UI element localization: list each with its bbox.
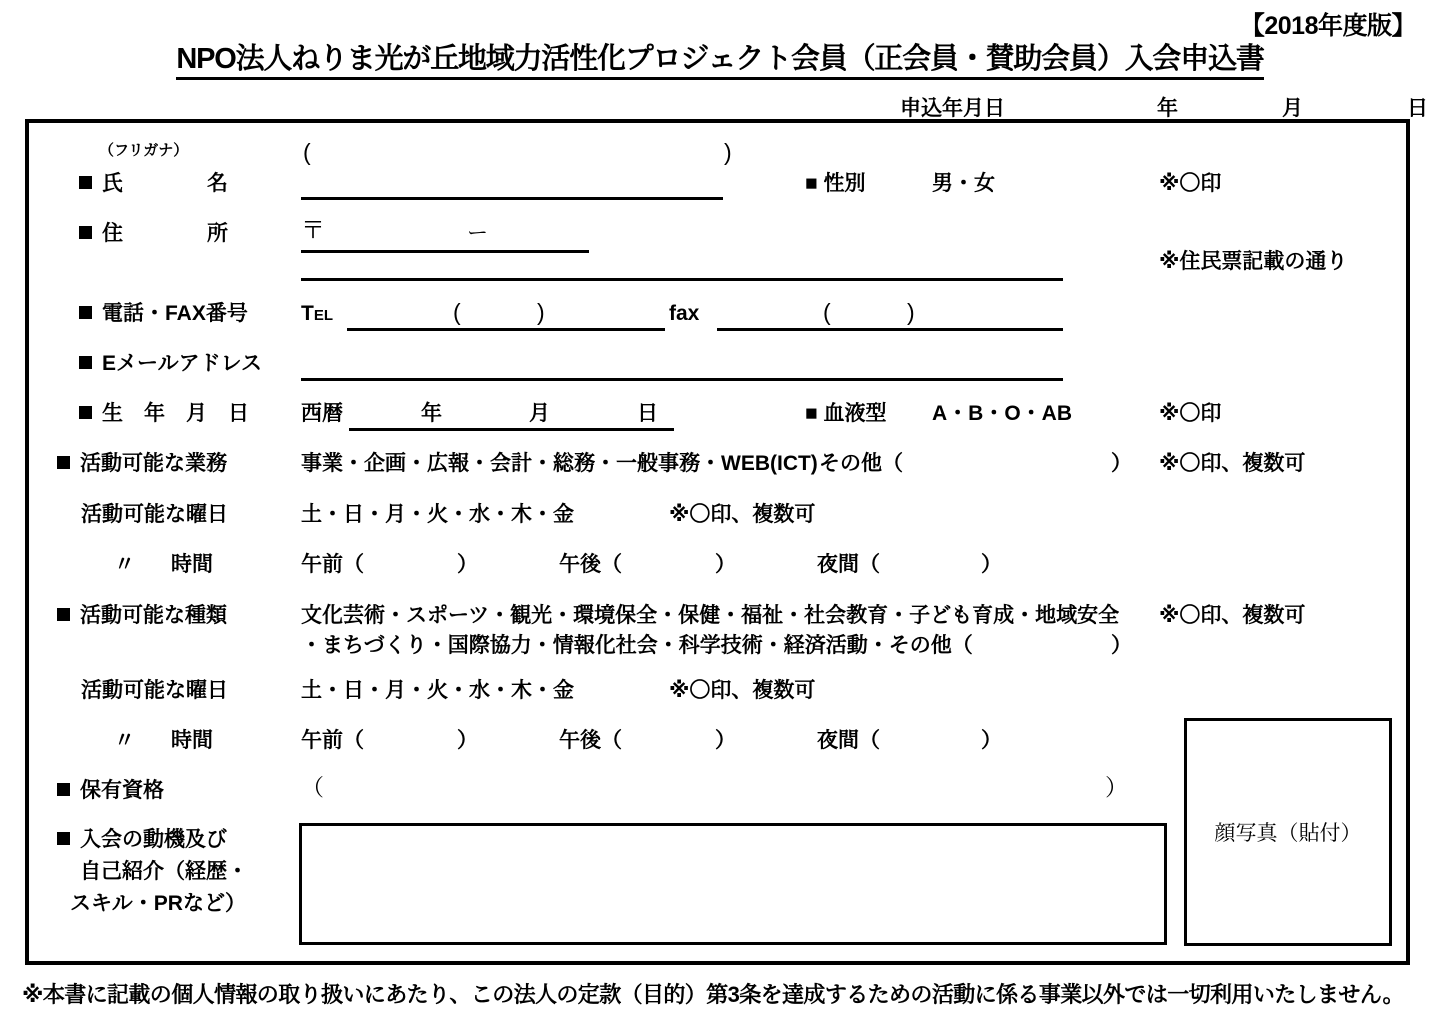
work-time-field-label: 時間 bbox=[171, 553, 213, 576]
name-label-text: 氏 名 bbox=[102, 172, 228, 195]
work-time-evening-close: ） bbox=[981, 553, 1002, 576]
work-days-field-label: 活動可能な曜日 bbox=[81, 503, 228, 526]
birth-year-label[interactable]: 年 bbox=[421, 402, 442, 425]
tel-label-suffix: EL bbox=[313, 307, 333, 324]
activity-kind-options-line1[interactable]: 文化芸術・スポーツ・観光・環境保全・保健・福祉・社会教育・子ども育成・地域安全 bbox=[301, 604, 1120, 627]
activity-time-morning-close: ） bbox=[457, 729, 478, 752]
work-days-options[interactable]: 土・日・月・火・水・木・金 bbox=[301, 503, 574, 526]
fax-area-paren-close: ) bbox=[907, 299, 915, 325]
work-time-morning[interactable]: 午前（ bbox=[301, 553, 364, 576]
birth-era-label: 西暦 bbox=[301, 402, 343, 425]
email-label-text: Eメールアドレス bbox=[102, 352, 262, 375]
birth-day-label[interactable]: 日 bbox=[637, 402, 658, 425]
motivation-label-inner-1: 入会の動機及び bbox=[80, 828, 227, 851]
bullet-square-icon bbox=[79, 306, 92, 319]
photo-attachment-box[interactable] bbox=[1184, 718, 1392, 946]
bullet-square-icon bbox=[79, 356, 92, 369]
activity-time-afternoon[interactable]: 午後（ bbox=[559, 729, 622, 752]
work-time-afternoon-close: ） bbox=[715, 553, 736, 576]
work-time-morning-close: ） bbox=[457, 553, 478, 576]
fax-label: fax bbox=[669, 302, 700, 325]
bullet-square-icon bbox=[57, 832, 70, 845]
address-line-rule[interactable] bbox=[301, 278, 1063, 281]
blood-type-note: ※〇印 bbox=[1159, 402, 1222, 425]
tel-label-prefix: T bbox=[301, 302, 314, 325]
available-work-note: ※〇印、複数可 bbox=[1159, 452, 1306, 475]
work-time-ditto: 〃 bbox=[114, 553, 135, 576]
birthdate-field-label bbox=[79, 403, 249, 424]
tel-area-paren-open: ( bbox=[453, 299, 461, 325]
activity-time-morning[interactable]: 午前（ bbox=[301, 729, 364, 752]
tel-label bbox=[301, 303, 333, 324]
gender-field-label: ■ 性別 bbox=[805, 172, 866, 195]
privacy-note: ※本書に記載の個人情報の取り扱いにあたり、この法人の定款（目的）第3条を達成するための活動に係る事業以外では一切利用いたしません。 bbox=[22, 982, 1404, 1007]
application-date-month-label[interactable]: 月 bbox=[1282, 97, 1303, 120]
activity-days-note: ※〇印、複数可 bbox=[669, 679, 816, 702]
bullet-square-icon bbox=[57, 608, 70, 621]
fax-area-paren-open: ( bbox=[823, 299, 831, 325]
name-input-rule[interactable] bbox=[301, 197, 723, 200]
form-outline-box bbox=[25, 119, 1410, 965]
motivation-textarea[interactable] bbox=[299, 823, 1167, 945]
blood-type-field-label: ■ 血液型 bbox=[805, 402, 887, 425]
application-date-label: 申込年月日 bbox=[900, 97, 1005, 120]
activity-time-ditto: 〃 bbox=[114, 729, 135, 752]
page-title-text: NPO法人ねりま光が丘地域力活性化プロジェクト会員（正会員・賛助会員）入会申込書 bbox=[176, 43, 1263, 80]
activity-kind-note: ※〇印、複数可 bbox=[1159, 604, 1306, 627]
activity-kind-label-text: 活動可能な種類 bbox=[80, 604, 227, 627]
activity-time-evening[interactable]: 夜間（ bbox=[817, 729, 880, 752]
fax-input-rule[interactable] bbox=[717, 328, 1063, 331]
activity-days-field-label: 活動可能な曜日 bbox=[81, 679, 228, 702]
address-note: ※住民票記載の通り bbox=[1159, 250, 1348, 273]
activity-time-evening-close: ） bbox=[981, 729, 1002, 752]
work-time-evening[interactable]: 夜間（ bbox=[817, 553, 880, 576]
address-label-inner: 住 所 bbox=[102, 222, 228, 245]
fiscal-year-badge: 【2018年度版】 bbox=[1239, 12, 1416, 40]
work-time-afternoon[interactable]: 午後（ bbox=[559, 553, 622, 576]
phone-label-text: 電話・FAX番号 bbox=[102, 302, 248, 325]
qualification-paren-close: ） bbox=[1105, 774, 1128, 800]
motivation-field-label-line3: スキル・PRなど） bbox=[70, 892, 246, 915]
tel-input-rule[interactable] bbox=[347, 328, 665, 331]
email-input-rule[interactable] bbox=[301, 378, 1063, 381]
available-work-field-label bbox=[57, 453, 227, 474]
available-work-other-open[interactable]: その他（ bbox=[819, 452, 903, 475]
postal-code-dash: ー bbox=[467, 222, 488, 245]
qualification-paren-open[interactable]: （ bbox=[301, 774, 324, 800]
motivation-field-label-line2: 自己紹介（経歴・ bbox=[80, 860, 248, 883]
postal-code-symbol: 〒 bbox=[301, 217, 325, 244]
application-date-row bbox=[900, 92, 1428, 122]
activity-days-options[interactable]: 土・日・月・火・水・木・金 bbox=[301, 679, 574, 702]
bullet-square-icon bbox=[57, 783, 70, 796]
email-field-label bbox=[79, 353, 262, 374]
birth-month-label[interactable]: 月 bbox=[529, 402, 550, 425]
activity-kind-field-label bbox=[57, 605, 227, 626]
blood-type-options[interactable]: A・B・O・AB bbox=[932, 402, 1072, 425]
qualification-field-label bbox=[57, 780, 164, 801]
bullet-square-icon bbox=[79, 226, 92, 239]
gender-options[interactable]: 男・女 bbox=[932, 172, 995, 195]
birthdate-label-text: 生 年 月 日 bbox=[102, 402, 249, 425]
work-days-note: ※〇印、複数可 bbox=[669, 503, 816, 526]
activity-kind-options-line2[interactable]: ・まちづくり・国際協力・情報化社会・科学技術・経済活動・その他（ bbox=[301, 634, 973, 657]
furigana-paren-open: ( bbox=[303, 139, 311, 165]
birthdate-input-rule[interactable] bbox=[349, 428, 674, 431]
activity-time-field-label: 時間 bbox=[171, 729, 213, 752]
available-work-label-text: 活動可能な業務 bbox=[80, 452, 227, 475]
available-work-options[interactable]: 事業・企画・広報・会計・総務・一般事務・WEB(ICT) bbox=[301, 452, 818, 475]
bullet-square-icon bbox=[57, 456, 70, 469]
application-date-day-label[interactable]: 日 bbox=[1407, 97, 1428, 120]
activity-time-afternoon-close: ） bbox=[715, 729, 736, 752]
bullet-square-icon bbox=[79, 406, 92, 419]
furigana-paren-close: ) bbox=[724, 139, 732, 165]
bullet-square-icon bbox=[79, 176, 92, 189]
tel-area-paren-close: ) bbox=[537, 299, 545, 325]
furigana-label: （フリガナ） bbox=[99, 142, 189, 159]
motivation-field-label-line1 bbox=[57, 829, 227, 850]
gender-note: ※〇印 bbox=[1159, 172, 1222, 195]
qualification-label-text: 保有資格 bbox=[80, 779, 164, 802]
page-title bbox=[0, 36, 1440, 77]
name-field-label bbox=[79, 173, 228, 194]
available-work-other-close: ） bbox=[1111, 452, 1132, 475]
postal-code-rule[interactable] bbox=[301, 250, 589, 253]
application-date-year-label[interactable]: 年 bbox=[1157, 97, 1178, 120]
phone-field-label bbox=[79, 303, 248, 324]
photo-attachment-label: 顔写真（貼付） bbox=[1214, 821, 1362, 845]
address-field-label bbox=[79, 223, 228, 244]
activity-kind-options-line2-close: ） bbox=[1111, 634, 1132, 657]
